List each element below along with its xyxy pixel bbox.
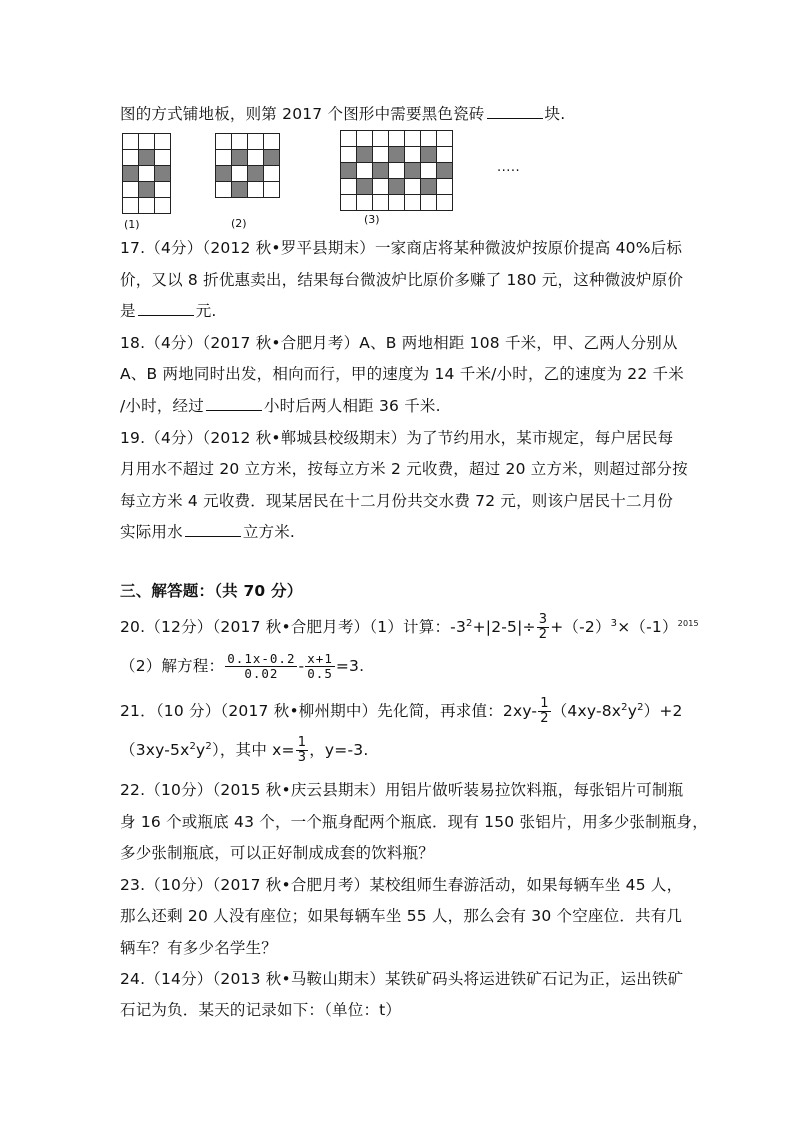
- q20-equation-fraction-1: [225, 652, 297, 681]
- q20-text-f: =3.: [335, 657, 365, 675]
- q19-line-1: 19.（4分）（2012 秋•郸城县校级期末）为了节约用水，某市规定，每户居民每: [120, 429, 674, 447]
- white-tile: [437, 147, 453, 163]
- q22-line-3: 多少张制瓶底，可以正好制成成套的饮料瓶？: [120, 844, 435, 862]
- q19-text-after: 立方米.: [242, 523, 296, 541]
- q21-text-h: ，y=-3.: [309, 741, 369, 759]
- white-tile: [373, 195, 389, 211]
- white-tile: [437, 179, 453, 195]
- q23-line-3: 辆车？有多少名学生？: [120, 939, 278, 957]
- tile-figure-3: [340, 130, 454, 212]
- q24-line-2: 石记为负．某天的记录如下：（单位：t）: [120, 1001, 402, 1019]
- q20-text-c: +（-2）: [550, 618, 611, 636]
- q21-fraction-1: [538, 697, 550, 726]
- q21-text-b: （4xy-8x: [551, 702, 622, 720]
- q20-text-d: ×（-1）: [617, 618, 678, 636]
- q20-exponent-2: 3: [610, 617, 618, 629]
- q17-line-1: 17.（4分）（2012 秋•罗平县期末）一家商店将某种微波炉按原价提高 40%后标: [120, 239, 683, 257]
- white-tile: [341, 195, 357, 211]
- black-tile: [216, 166, 232, 182]
- q21-text-e: （3xy-5x: [120, 741, 190, 759]
- q18-answer-blank[interactable]: [206, 396, 262, 411]
- black-tile: [341, 163, 357, 179]
- white-tile: [405, 131, 421, 147]
- q21-frac2-denominator: 3: [297, 750, 307, 765]
- q21-text-d: ）+2: [643, 702, 683, 720]
- q18-text-after: 小时后两人相距 36 千米.: [263, 397, 441, 415]
- q21-fraction-2: [296, 736, 308, 765]
- black-tile: [155, 166, 171, 182]
- white-tile: [389, 195, 405, 211]
- q20-text-e: （2）解方程：: [120, 657, 225, 675]
- q19-answer-blank[interactable]: [185, 522, 241, 537]
- white-tile: [437, 131, 453, 147]
- black-tile: [232, 182, 248, 198]
- q21-exponent-4: 2: [205, 740, 212, 752]
- white-tile: [248, 150, 264, 166]
- q20-eq-frac2-numerator: x+1: [307, 651, 333, 666]
- q20-fraction-denominator: 2: [538, 627, 548, 642]
- black-tile: [123, 166, 139, 182]
- black-tile: [357, 147, 373, 163]
- q21-line-2: [120, 736, 368, 765]
- white-tile: [155, 134, 171, 150]
- white-tile: [216, 182, 232, 198]
- q20-eq-frac1-denominator: 0.02: [244, 666, 279, 681]
- q24-line-1: 24.（14分）（2013 秋•马鞍山期末）某铁矿码头将运进铁矿石记为正，运出铁矿: [120, 970, 684, 988]
- white-tile: [139, 166, 155, 182]
- white-tile: [139, 134, 155, 150]
- q21-text-f: y: [196, 741, 206, 759]
- black-tile: [405, 163, 421, 179]
- q20-exponent-3: 2015: [677, 618, 699, 628]
- white-tile: [155, 198, 171, 214]
- q21-line-1: [120, 697, 683, 726]
- q20-exponent-1: 2: [466, 617, 473, 629]
- q20-eq-frac1-numerator: 0.1x-0.2: [227, 651, 296, 666]
- q18-text: /小时，经过: [120, 397, 204, 415]
- q17-text: 是: [120, 302, 136, 320]
- q20-minus-sign: -: [298, 657, 305, 675]
- black-tile: [373, 163, 389, 179]
- q21-text-g: ），其中 x=: [211, 741, 295, 759]
- q18-line-1: 18.（4分）（2017 秋•合肥月考）A、B 两地相距 108 千米，甲、乙两人分别从: [120, 334, 678, 352]
- white-tile: [232, 166, 248, 182]
- white-tile: [216, 150, 232, 166]
- q21-frac2-numerator: 1: [297, 735, 307, 750]
- q18-line-2: A、B 两地同时出发，相向而行，甲的速度为 14 千米/小时，乙的速度为 22 千米: [120, 365, 684, 383]
- white-tile: [139, 198, 155, 214]
- black-tile: [437, 163, 453, 179]
- q16-line: [120, 104, 565, 124]
- white-tile: [248, 134, 264, 150]
- white-tile: [357, 131, 373, 147]
- q20-text-b: +|2-5|÷: [472, 618, 536, 636]
- black-tile: [389, 179, 405, 195]
- q22-line-1: 22.（10分）（2015 秋•庆云县期末）用铝片做听装易拉饮料瓶，每张铝片可制瓶: [120, 781, 684, 799]
- q17-line-2: 价，又以 8 折优惠卖出，结果每台微波炉比原价多赚了 180 元，这种微波炉原价: [120, 271, 684, 289]
- figure-label-1: (1): [124, 218, 140, 231]
- black-tile: [139, 182, 155, 198]
- white-tile: [264, 182, 280, 198]
- q20-equation-fraction-2: [305, 652, 335, 681]
- white-tile: [373, 131, 389, 147]
- q22-line-2: 身 16 个或瓶底 43 个，一个瓶身配两个瓶底．现有 150 张铝片，用多少张制瓶身，: [120, 813, 708, 831]
- q21-text-a: 21．（10 分）（2017 秋•柳州期中）先化简，再求值：2xy-: [120, 702, 538, 720]
- q18-line-3: [120, 396, 441, 416]
- black-tile: [389, 147, 405, 163]
- q19-line-2: 月用水不超过 20 立方米，按每立方米 2 元收费，超过 20 立方米，则超过部分按: [120, 460, 688, 478]
- q20-eq-frac2-denominator: 0.5: [307, 666, 333, 681]
- white-tile: [155, 150, 171, 166]
- black-tile: [248, 166, 264, 182]
- white-tile: [421, 131, 437, 147]
- q19-line-3: 每立方米 4 元收费．现某居民在十二月份共交水费 72 元，则该户居民十二月份: [120, 492, 674, 510]
- white-tile: [216, 134, 232, 150]
- q20-text-a: 20.（12分）（2017 秋•合肥月考）（1）计算：-3: [120, 618, 467, 636]
- white-tile: [405, 147, 421, 163]
- black-tile: [139, 150, 155, 166]
- black-tile: [421, 179, 437, 195]
- figure-ellipsis: .....: [497, 160, 521, 175]
- q20-fraction: [537, 613, 549, 642]
- white-tile: [155, 182, 171, 198]
- q19-line-4: [120, 522, 295, 542]
- q23-line-1: 23.（10分）（2017 秋•合肥月考）某校组师生春游活动，如果每辆车坐 45 人，: [120, 876, 683, 894]
- black-tile: [264, 150, 280, 166]
- white-tile: [123, 182, 139, 198]
- white-tile: [357, 163, 373, 179]
- white-tile: [123, 134, 139, 150]
- white-tile: [264, 134, 280, 150]
- white-tile: [405, 179, 421, 195]
- white-tile: [248, 182, 264, 198]
- q21-exponent-1: 2: [621, 701, 628, 713]
- white-tile: [389, 163, 405, 179]
- q20-line-2: [120, 652, 364, 681]
- q21-frac1-numerator: 1: [540, 696, 549, 711]
- white-tile: [341, 131, 357, 147]
- q16-text-after: 块.: [544, 105, 566, 123]
- tile-figure-2: [215, 133, 281, 199]
- black-tile: [232, 150, 248, 166]
- q20-line-1: [120, 613, 699, 642]
- q17-line-3: [120, 301, 217, 321]
- white-tile: [421, 163, 437, 179]
- q17-text-after: 元.: [195, 302, 217, 320]
- figure-label-3: (3): [364, 213, 380, 226]
- q16-answer-blank[interactable]: [487, 104, 543, 119]
- white-tile: [437, 195, 453, 211]
- white-tile: [405, 195, 421, 211]
- white-tile: [264, 166, 280, 182]
- black-tile: [357, 179, 373, 195]
- q19-text: 实际用水: [120, 523, 183, 541]
- q21-frac1-denominator: 2: [540, 711, 549, 726]
- figure-label-2: (2): [231, 217, 247, 230]
- white-tile: [357, 195, 373, 211]
- black-tile: [421, 147, 437, 163]
- white-tile: [421, 195, 437, 211]
- white-tile: [373, 147, 389, 163]
- section-3-title: 三、解答题：（共 70 分）: [120, 582, 303, 600]
- q20-fraction-numerator: 3: [538, 612, 548, 627]
- white-tile: [341, 147, 357, 163]
- white-tile: [123, 198, 139, 214]
- tile-figure-1: [122, 133, 172, 215]
- white-tile: [389, 131, 405, 147]
- q17-answer-blank[interactable]: [138, 301, 194, 316]
- q21-exponent-2: 2: [637, 701, 644, 713]
- white-tile: [123, 150, 139, 166]
- white-tile: [341, 179, 357, 195]
- white-tile: [232, 134, 248, 150]
- q16-text: 图的方式铺地板，则第 2017 个图形中需要黑色瓷砖: [120, 105, 485, 123]
- q21-exponent-3: 2: [189, 740, 197, 752]
- q21-text-c: y: [627, 702, 638, 720]
- white-tile: [373, 179, 389, 195]
- q23-line-2: 那么还剩 20 人没有座位；如果每辆车坐 55 人，那么会有 30 个空座位．共有几: [120, 907, 683, 925]
